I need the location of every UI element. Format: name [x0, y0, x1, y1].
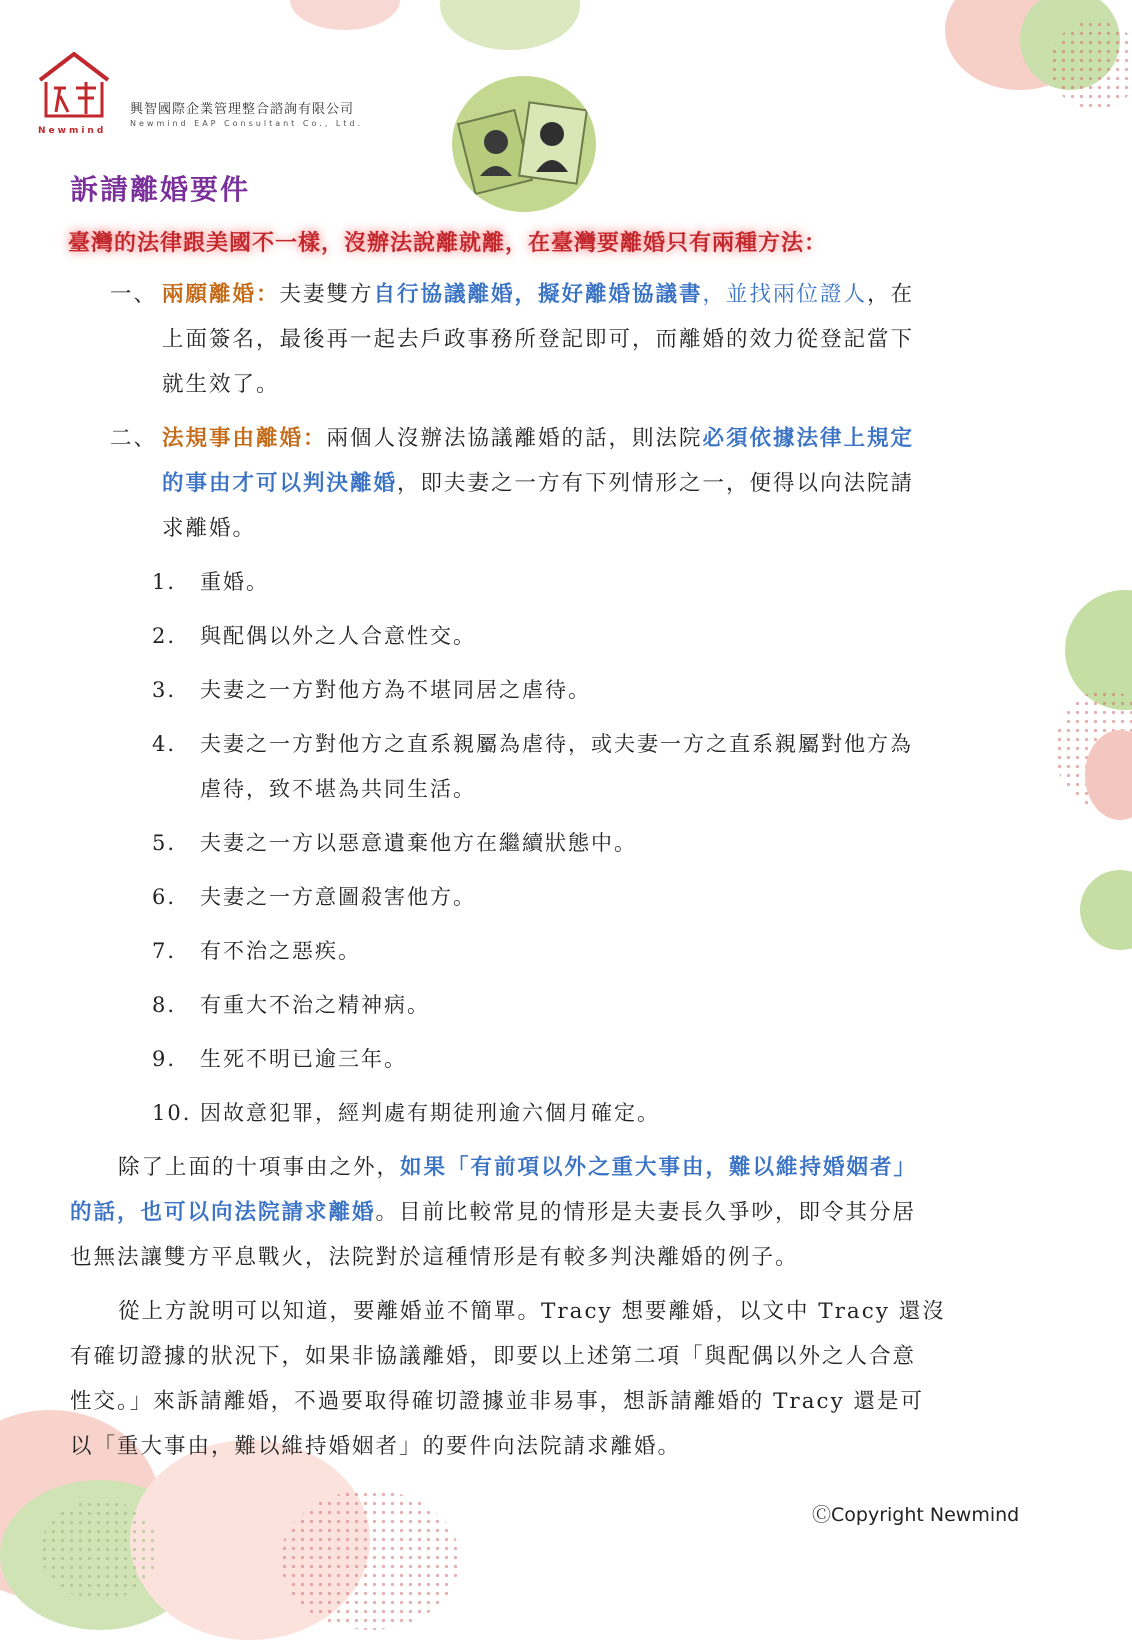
- text-line: 有確切證據的狀況下，如果非協議離婚，即要以上述第二項「與配偶以外之人合意: [70, 1344, 917, 1369]
- list-number: 2.: [152, 624, 177, 648]
- highlight-text: 自行協議離婚，擬好離婚協議書: [373, 282, 703, 307]
- highlight-text: 如果「有前項以外之重大事由，難以維持婚姻者」: [400, 1155, 918, 1180]
- decor-blob-top-pink: [290, 0, 400, 30]
- list-number: 8.: [152, 993, 177, 1017]
- list-number: 9.: [152, 1047, 177, 1071]
- list-text: 有不治之惡疾。: [200, 939, 361, 963]
- list-item: [152, 614, 476, 659]
- logo-mark-icon: [38, 52, 110, 122]
- text-run: 兩個人沒辦法協議離婚的話，則法院: [326, 426, 703, 451]
- company-logo: [38, 52, 368, 136]
- list-item: [152, 560, 269, 605]
- page-title: 訴請離婚要件: [70, 173, 251, 206]
- text-run: ，即夫妻之一方有下列情形之一，便得以向法院請: [397, 471, 915, 496]
- decor-dots-topright: [1050, 20, 1132, 110]
- header-photo-illustration: [452, 76, 596, 212]
- list-item: [152, 821, 637, 866]
- list-text: 因故意犯罪，經判處有期徒刑逾六個月確定。: [200, 1101, 660, 1125]
- list-text: 虐待，致不堪為共同生活。: [200, 777, 476, 801]
- text-line: 性交。」來訴請離婚，不過要取得確切證據並非易事，想訴請離婚的 Tracy 還是可: [70, 1389, 925, 1414]
- company-name: 興智國際企業管理整合諮詢有限公司: [130, 102, 355, 117]
- couple-photos-icon: [452, 76, 596, 212]
- highlight-text: ，並找兩位證人: [702, 282, 868, 307]
- decor-dots-bottom-green: [40, 1500, 160, 1600]
- decor-blob-top-green: [440, 0, 580, 50]
- text-line: 就生效了。: [162, 372, 280, 397]
- list-item: [152, 1037, 407, 1082]
- paragraph-other-grounds: [70, 1145, 1010, 1280]
- text-run: 。目前比較常見的情形是夫妻長久爭吵，即令其分居: [375, 1200, 917, 1225]
- text-line: 求離婚。: [162, 516, 257, 541]
- list-text: 夫妻之一方以惡意遺棄他方在繼續狀態中。: [200, 831, 637, 855]
- list-item: [152, 668, 591, 713]
- list-item: [152, 722, 913, 767]
- list-item: [152, 983, 430, 1028]
- list-number: 6.: [152, 885, 177, 909]
- lead-statement: 臺灣的法律跟美國不一樣，沒辦法說離就離，在臺灣要離婚只有兩種方法：: [68, 230, 828, 256]
- text-line: 以「重大事由，難以維持婚姻者」的要件向法院請求離婚。: [70, 1434, 682, 1459]
- text-line: 也無法讓雙方平息戰火，法院對於這種情形是有較多判決離婚的例子。: [70, 1245, 799, 1270]
- list-item: [152, 1091, 660, 1136]
- list-number: 10.: [152, 1101, 192, 1125]
- text-line: 從上方說明可以知道，要離婚並不簡單。Tracy 想要離婚，以文中 Tracy 還沒: [118, 1299, 946, 1324]
- list-number: 7.: [152, 939, 177, 963]
- decor-blob-right-green2: [1080, 870, 1132, 950]
- list-text: 重婚。: [200, 570, 269, 594]
- copyright-notice: ⒸCopyright Newmind: [812, 1504, 1020, 1526]
- list-text: 夫妻之一方對他方之直系親屬為虐待，或夫妻一方之直系親屬對他方為: [200, 732, 913, 756]
- section-label: 兩願離婚：: [162, 282, 280, 307]
- list-number: 1.: [152, 570, 177, 594]
- list-text: 夫妻之一方對他方為不堪同居之虐待。: [200, 678, 591, 702]
- highlight-text: 的話，也可以向法院請求離婚: [70, 1200, 376, 1225]
- paragraph-conclusion: [70, 1289, 1010, 1469]
- list-text: 有重大不治之精神病。: [200, 993, 430, 1017]
- list-text: 與配偶以外之人合意性交。: [200, 624, 476, 648]
- text-run: 夫妻雙方: [279, 282, 374, 307]
- text-line: 上面簽名，最後再一起去戶政事務所登記即可，而離婚的效力從登記當下: [162, 327, 915, 352]
- list-text: 生死不明已逾三年。: [200, 1047, 407, 1071]
- list-number: 3.: [152, 678, 177, 702]
- list-item-continuation: [200, 767, 476, 812]
- list-item: [152, 929, 361, 974]
- section-label: 法規事由離婚：: [162, 426, 327, 451]
- list-number: 5.: [152, 831, 177, 855]
- text-run: 除了上面的十項事由之外，: [118, 1155, 401, 1180]
- section-number: 二、: [110, 426, 158, 451]
- highlight-text: 必須依據法律上規定: [702, 426, 915, 451]
- list-item: [152, 875, 476, 920]
- text-run: ，在: [867, 282, 915, 307]
- logo-brand-text: Newmind: [38, 126, 107, 136]
- list-text: 夫妻之一方意圖殺害他方。: [200, 885, 476, 909]
- company-name-en: Newmind EAP Consultant Co., Ltd.: [130, 119, 364, 128]
- list-number: 4.: [152, 732, 177, 756]
- decor-dots-bottom: [280, 1490, 460, 1630]
- section-number: 一、: [110, 282, 158, 307]
- highlight-text: 的事由才可以判決離婚: [162, 471, 398, 496]
